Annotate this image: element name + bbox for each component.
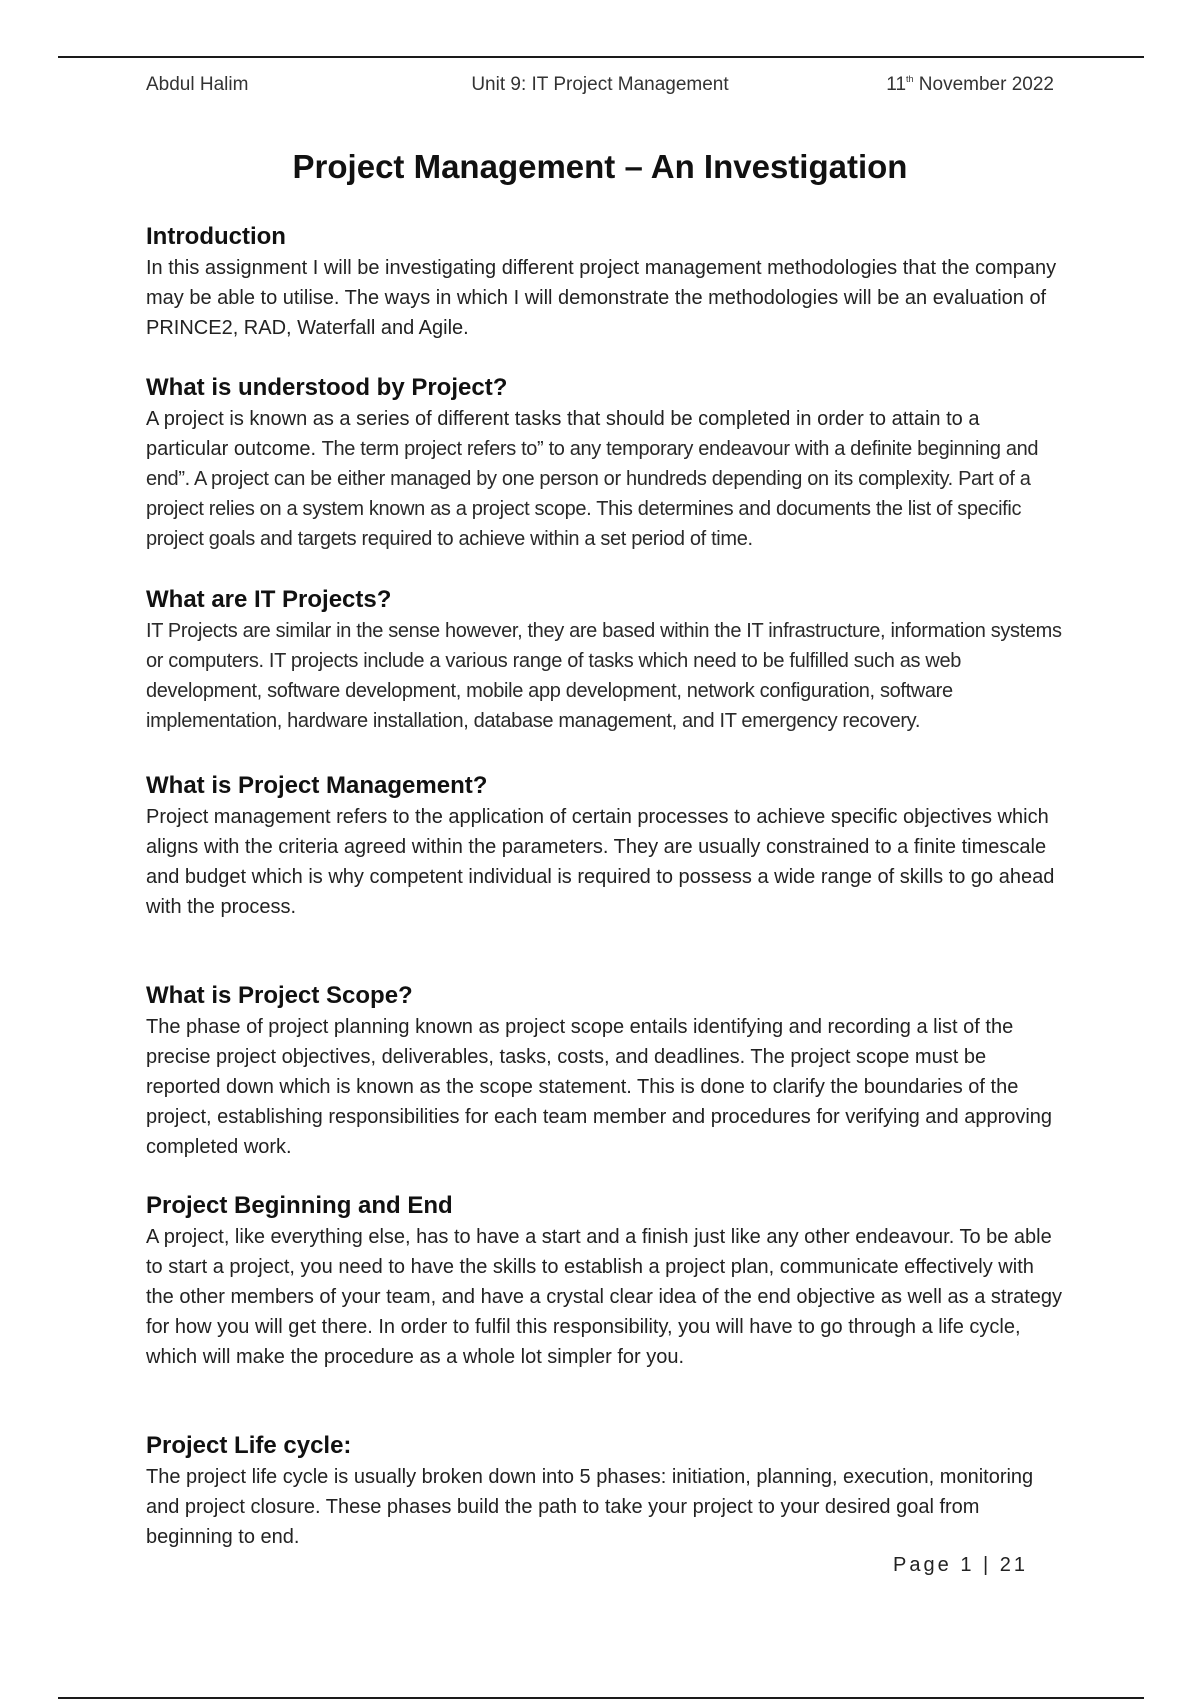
- header-rule: [58, 56, 1144, 58]
- section-heading: Project Beginning and End: [146, 1192, 453, 1219]
- header-author: Abdul Halim: [146, 74, 249, 95]
- section-project: [146, 372, 1066, 554]
- section-heading: What are IT Projects?: [146, 586, 392, 613]
- section-introduction: [146, 221, 1066, 343]
- section-body-part-a: A project is known as a series of different tasks that should be completed in order to attain to a particular outcome.: [146, 408, 980, 460]
- document-title: Project Management – An Investigation: [292, 148, 908, 185]
- footer-rule: [58, 1697, 1144, 1699]
- section-life-cycle: [146, 1430, 1066, 1552]
- page-number: Page 1 | 21: [893, 1554, 1028, 1576]
- section-body: The phase of project planning known as project scope entails identifying and recording a list of the precise project objectives, deliverables, tasks, costs, and deadlines. The project scope must be reported down which is known as the scope statement. This is done to clarify the boundaries of the project, establishing responsibilities for each team member and procedures for verifying and approving completed work.: [146, 1016, 1053, 1158]
- section-it-projects: [146, 584, 1066, 736]
- section-heading: Project Life cycle:: [146, 1432, 352, 1459]
- section-body: IT Projects are similar in the sense however, they are based within the IT infrastructure, information systems or computers. IT projects include a various range of tasks which need to be fulfilled such as web development, software development, mobile app development, network configuration, software implementation, hardware installation, database management, and IT emergency recovery.: [146, 620, 1062, 732]
- section-body: A project, like everything else, has to have a start and a finish just like any other endeavour. To be able to start a project, you need to have the skills to establish a project plan, communicate effectively with the other members of your team, and have a crystal clear idea of the end objective as well as a strategy for how you will get there. In order to fulfil this responsibility, you will have to go through a life cycle, which will make the procedure as a whole lot simpler for you.: [146, 1226, 1063, 1368]
- section-project-scope: [146, 980, 1066, 1162]
- section-heading: What is understood by Project?: [146, 374, 508, 401]
- section-body: Project management refers to the application of certain processes to achieve specific objectives which aligns with the criteria agreed within the parameters. They are usually constrained to a finite timescale and budget which is why competent individual is required to possess a wide range of skills to go ahead with the process.: [146, 806, 1055, 918]
- page-header: [146, 74, 1054, 98]
- date-day: 11: [886, 74, 907, 95]
- section-heading: What is Project Management?: [146, 772, 488, 799]
- section-body: [146, 404, 1066, 554]
- date-suffix: th: [906, 74, 914, 84]
- section-beginning-end: [146, 1190, 1066, 1372]
- section-body-part-b: The term project refers to” to any temporary endeavour with a definite beginning and end”. A project can be either managed by one person or hundreds depending on its complexity. Part of a project relies on a system known as a project scope. This determines and documents the list of specific project goals and targets required to achieve within a set period of time.: [146, 438, 1039, 550]
- section-project-management: [146, 770, 1066, 922]
- section-body: The project life cycle is usually broken down into 5 phases: initiation, planning, execution, monitoring and project closure. These phases build the path to take your project to your desired goal from beginning to end.: [146, 1466, 1034, 1548]
- header-unit: Unit 9: IT Project Management: [471, 74, 729, 95]
- date-rest: November 2022: [913, 74, 1054, 95]
- section-heading: Introduction: [146, 223, 286, 250]
- section-heading: What is Project Scope?: [146, 982, 413, 1009]
- header-date: [886, 74, 1054, 96]
- section-body: In this assignment I will be investigating different project management methodologies that the company may be able to utilise. The ways in which I will demonstrate the methodologies will be an evaluation of PRINCE2, RAD, Waterfall and Agile.: [146, 257, 1057, 339]
